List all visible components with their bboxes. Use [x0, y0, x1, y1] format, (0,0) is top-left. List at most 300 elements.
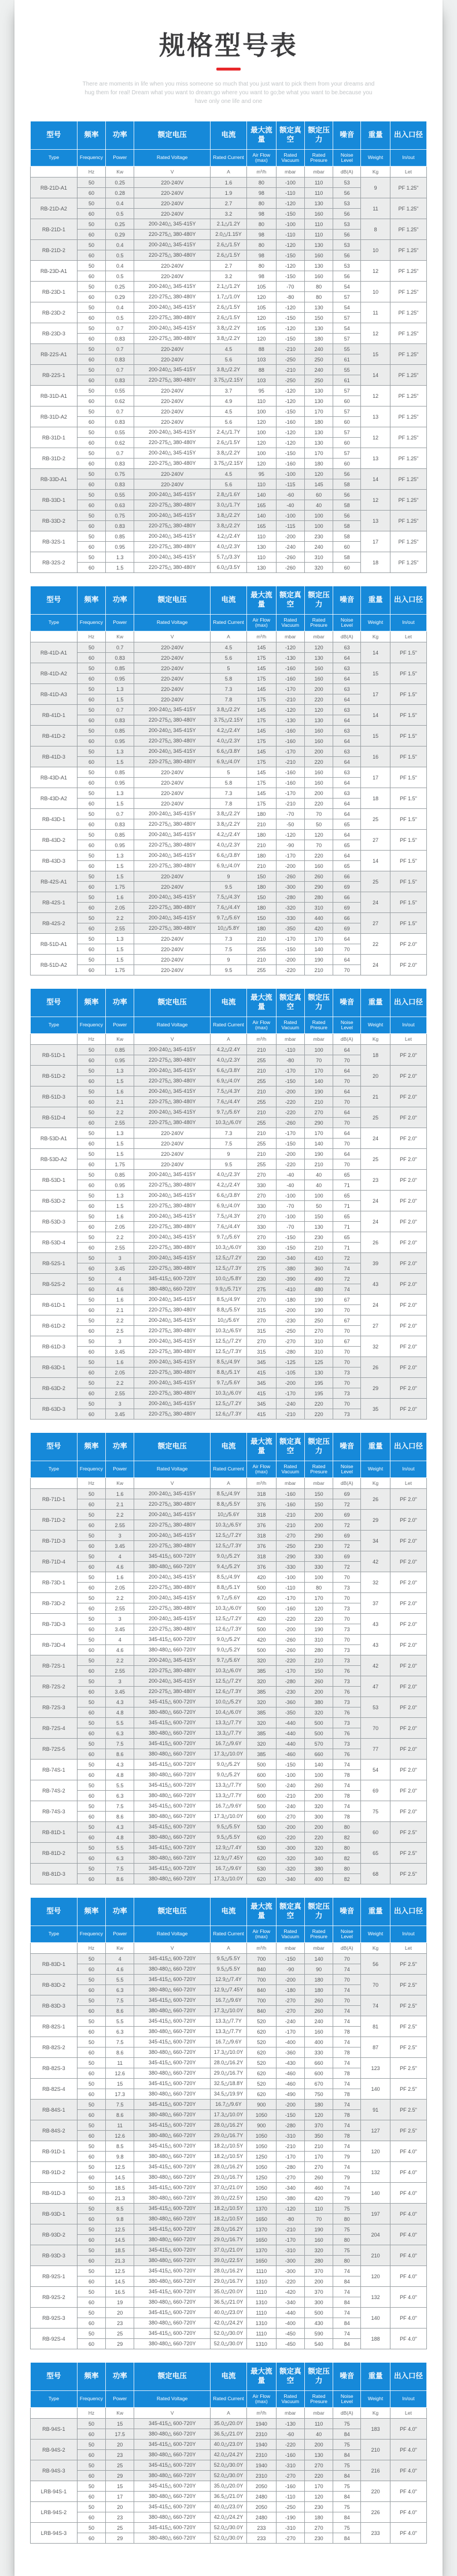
cell-weight: 24 [361, 1295, 390, 1315]
cell-current: 17.3△/10.0Y [210, 2110, 246, 2120]
cell-noise: 79 [333, 2152, 361, 2162]
cell-power: 29 [106, 2533, 134, 2544]
col-header-vacuum: 额定真空 [276, 1433, 304, 1461]
cell-frequency: 50 [77, 2141, 105, 2152]
cell-voltage: 345-415△ 600-720Y [134, 1697, 211, 1708]
col-subheader-power: Power [106, 1017, 134, 1034]
cell-noise: 66 [333, 871, 361, 882]
cell-frequency: 60 [77, 965, 105, 975]
cell-port: PF 1.25" [390, 365, 426, 386]
cell-airflow: 1050 [246, 2141, 276, 2152]
cell-vacuum: -90 [276, 840, 304, 851]
cell-noise: 70 [333, 1076, 361, 1086]
model-name: RB-73D-4 [31, 1635, 78, 1655]
cell-vacuum: -40 [276, 1180, 304, 1191]
cell-frequency: 60 [77, 1645, 105, 1655]
cell-weight: 24 [361, 1128, 390, 1149]
cell-vacuum: -210 [276, 344, 304, 354]
model-name: RB-32S-2 [31, 552, 78, 573]
model-name: RB-63D-3 [31, 1399, 78, 1420]
cell-noise: 70 [333, 1097, 361, 1107]
cell-power: 23 [106, 2512, 134, 2523]
cell-vacuum: -200 [276, 531, 304, 542]
cell-frequency: 60 [77, 250, 105, 261]
cell-vacuum: -300 [276, 2256, 304, 2266]
cell-airflow: 500 [246, 1760, 276, 1770]
cell-vacuum: -170 [276, 746, 304, 757]
col-unit-noise: dB(A) [333, 631, 361, 642]
cell-power: 8.5 [106, 2141, 134, 2152]
cell-pressure: 210 [304, 965, 333, 975]
spec-row-RB-22S-1-50hz [31, 365, 427, 375]
cell-noise: 69 [333, 1510, 361, 1520]
cell-pressure: 210 [304, 1097, 333, 1107]
cell-vacuum: -110 [276, 1583, 304, 1593]
cell-noise: 84 [333, 2471, 361, 2481]
cell-current: 7.3 [210, 934, 246, 944]
cell-current: 2.7 [210, 261, 246, 271]
cell-pressure: 280 [304, 892, 333, 903]
col-unit-port: Let [390, 1034, 426, 1045]
cell-voltage: 220-275△ 380-480Y [134, 1541, 211, 1551]
spec-row-RB-41D-1-50hz [31, 705, 427, 715]
cell-pressure: 260 [304, 1995, 333, 2006]
spec-row-RB-92S-1-50hz [31, 2266, 427, 2276]
cell-frequency: 50 [77, 1697, 105, 1708]
cell-pressure: 210 [304, 2141, 333, 2152]
cell-port: PF 2.0" [390, 1170, 426, 1191]
cell-pressure: 180 [304, 1975, 333, 1985]
cell-frequency: 50 [77, 2162, 105, 2172]
cell-power: 3.45 [106, 1624, 134, 1635]
spec-row-RB-82S-1-50hz [31, 2016, 427, 2027]
cell-noise: 64 [333, 1086, 361, 1097]
cell-pressure: 230 [304, 531, 333, 542]
cell-port: PF 1.25" [390, 178, 426, 198]
cell-voltage: 200-240△ 345-415Y [134, 511, 211, 521]
cell-noise: 67 [333, 1336, 361, 1347]
cell-weight: 14 [361, 851, 390, 871]
col-unit-noise: dB(A) [333, 1478, 361, 1489]
cell-power: 1.3 [106, 934, 134, 944]
cell-power: 6.3 [106, 2027, 134, 2037]
col-subheader-voltage: Rated Voltage [134, 1926, 211, 1943]
cell-vacuum: -400 [276, 2318, 304, 2329]
cell-current: 3.2 [210, 209, 246, 219]
cell-airflow: 255 [246, 1159, 276, 1170]
spec-row-RB-23D-2-50hz [31, 302, 427, 313]
cell-port: PF 2.0" [390, 1357, 426, 1378]
cell-port: PF 2.0" [390, 1211, 426, 1232]
cell-power: 2.05 [106, 903, 134, 913]
cell-noise: 70 [333, 1118, 361, 1128]
cell-vacuum: -190 [276, 2512, 304, 2523]
cell-noise: 56 [333, 209, 361, 219]
cell-current: 13.3△/7.7Y [210, 2027, 246, 2037]
spec-row-RB-41D-2-50hz [31, 726, 427, 736]
cell-voltage: 345-415△ 600-720Y [134, 2016, 211, 2027]
model-name: RB-52S-1 [31, 1253, 78, 1274]
cell-vacuum: -340 [276, 1253, 304, 1263]
cell-frequency: 50 [77, 1211, 105, 1222]
cell-voltage: 200-240△ 345-415Y [134, 705, 211, 715]
cell-pressure: 250 [304, 375, 333, 386]
cell-voltage: 200-240△ 345-415Y [134, 1510, 211, 1520]
cell-pressure: 70 [304, 2214, 333, 2224]
cell-voltage: 345-415△ 600-720Y [134, 2204, 211, 2214]
cell-frequency: 50 [77, 851, 105, 861]
cell-frequency: 50 [77, 1149, 105, 1159]
model-name: RB-83D-2 [31, 1975, 78, 1995]
col-subheader-vacuum: Rated Vacuum [276, 150, 304, 167]
cell-voltage: 220-275△ 380-480Y [134, 1076, 211, 1086]
cell-port: PF 4.0" [390, 2419, 426, 2440]
cell-voltage: 220-240V [134, 882, 211, 892]
cell-airflow: 233 [246, 2523, 276, 2533]
cell-power: 11 [106, 2120, 134, 2131]
cell-pressure: 140 [304, 1760, 333, 1770]
cell-pressure: 50 [304, 819, 333, 830]
cell-current: 9.7△/5.6Y [210, 1593, 246, 1603]
cell-noise: 64 [333, 1149, 361, 1159]
cell-port: PF 4.0" [390, 2245, 426, 2266]
cell-voltage: 345-415△ 600-720Y [134, 1822, 211, 1832]
cell-vacuum: -490 [276, 2089, 304, 2100]
cell-current: 3.75△/2.15Y [210, 375, 246, 386]
cell-noise: 54 [333, 282, 361, 292]
spec-row-RB-92S-4-50hz [31, 2329, 427, 2339]
model-name: RB-41D-2 [31, 726, 78, 746]
col-subheader-voltage: Rated Voltage [134, 150, 211, 167]
cell-airflow: 120 [246, 459, 276, 469]
col-subheader-pressure: Rated Presure [304, 1017, 333, 1034]
cell-vacuum: -150 [276, 448, 304, 459]
cell-power: 18.5 [106, 2245, 134, 2256]
cell-vacuum: -310 [276, 2245, 304, 2256]
cell-frequency: 60 [77, 1222, 105, 1232]
cell-port: PF 4.0" [390, 2308, 426, 2329]
cell-current: 12.5△/7.2Y [210, 1253, 246, 1263]
cell-airflow: 145 [246, 642, 276, 653]
cell-pressure: 220 [304, 757, 333, 767]
cell-power: 0.25 [106, 178, 134, 188]
cell-voltage: 200-240△ 345-415Y [134, 1614, 211, 1624]
cell-current: 12.5△/7.3Y [210, 1347, 246, 1357]
cell-current: 16.7△/9.6Y [210, 2037, 246, 2048]
cell-voltage: 220-275△ 380-480Y [134, 1263, 211, 1274]
cell-port: PF 4.0" [390, 2162, 426, 2183]
cell-current: 34.5△/19.9Y [210, 2089, 246, 2100]
cell-current: 7.8 [210, 799, 246, 809]
cell-port: PF 1.25" [390, 406, 426, 427]
cell-frequency: 50 [77, 2204, 105, 2214]
cell-noise: 67 [333, 1315, 361, 1326]
cell-current: 42.0△/24.2Y [210, 2450, 246, 2460]
cell-power: 4.6 [106, 1645, 134, 1655]
cell-current: 2.0△/1.15Y [210, 230, 246, 240]
cell-noise: 70 [333, 1995, 361, 2006]
cell-noise: 74 [333, 1985, 361, 1995]
model-name: RB-83D-3 [31, 1995, 78, 2016]
model-name: RB-94S-2 [31, 2440, 78, 2460]
col-subheader-type: Type [31, 1017, 78, 1034]
cell-vacuum: -150 [276, 250, 304, 261]
cell-vacuum: -120 [276, 302, 304, 313]
cell-voltage: 380-480△ 660-720Y [134, 1562, 211, 1572]
cell-noise: 72 [333, 1253, 361, 1263]
cell-vacuum: -200 [276, 2100, 304, 2110]
col-unit-weight: Kg [361, 167, 390, 178]
cell-noise: 73 [333, 1655, 361, 1666]
cell-current: 8.8△/5.1Y [210, 1583, 246, 1593]
cell-vacuum: -310 [276, 2523, 304, 2533]
cell-vacuum: -100 [276, 1770, 304, 1780]
cell-vacuum: -230 [276, 1687, 304, 1697]
cell-voltage: 200-240△ 345-415Y [134, 746, 211, 757]
cell-pressure: 100 [304, 1572, 333, 1583]
cell-current: 4.0△/2.3Y [210, 736, 246, 746]
col-subheader-port: In/out [390, 1926, 426, 1943]
cell-pressure: 130 [304, 386, 333, 396]
cell-noise: 58 [333, 479, 361, 490]
model-name: RB-92S-3 [31, 2308, 78, 2329]
cell-pressure: 70 [304, 840, 333, 851]
cell-vacuum: -200 [276, 1975, 304, 1985]
cell-pressure: 110 [304, 178, 333, 188]
cell-vacuum: -360 [276, 1697, 304, 1708]
model-name: RB-73D-3 [31, 1614, 78, 1635]
cell-power: 0.5 [106, 313, 134, 323]
cell-current: 9.0△/5.2Y [210, 1551, 246, 1562]
spec-row-RB-72S-2-50hz [31, 1676, 427, 1687]
cell-pressure: 220 [304, 1832, 333, 1843]
cell-frequency: 60 [77, 1347, 105, 1357]
cell-voltage: 200-240△ 345-415Y [134, 726, 211, 736]
col-subheader-type: Type [31, 615, 78, 631]
cell-weight: 27 [361, 1315, 390, 1336]
cell-noise: 61 [333, 354, 361, 365]
cell-current: 9.0△/5.2Y [210, 1635, 246, 1645]
cell-airflow: 2050 [246, 2502, 276, 2512]
cell-frequency: 50 [77, 955, 105, 965]
cell-current: 7.5△/4.3Y [210, 1086, 246, 1097]
cell-power: 1.5 [106, 861, 134, 871]
col-header-pressure: 额定压力 [304, 2363, 333, 2391]
cell-vacuum: -160 [276, 2481, 304, 2492]
cell-power: 12.6 [106, 2068, 134, 2079]
cell-weight: 26 [361, 1489, 390, 1510]
cell-pressure: 370 [304, 2120, 333, 2131]
spec-row-RB-31D-2-50hz [31, 448, 427, 459]
cell-voltage: 200-240△ 345-415Y [134, 1295, 211, 1305]
cell-power: 0.4 [106, 261, 134, 271]
col-subheader-power: Power [106, 2391, 134, 2408]
cell-frequency: 50 [77, 1315, 105, 1326]
cell-port: PF 2.0" [390, 1315, 426, 1336]
cell-voltage: 200-240△ 345-415Y [134, 1593, 211, 1603]
cell-port: PF 2.5" [390, 1954, 426, 1975]
col-subheader-current: Rated Current [210, 1926, 246, 1943]
cell-vacuum: -60 [276, 2429, 304, 2440]
cell-voltage: 220-275△ 380-480Y [134, 521, 211, 531]
cell-pressure: 130 [304, 2450, 333, 2460]
cell-current: 35.0△/20.0Y [210, 2287, 246, 2297]
cell-port: PF 2.5" [390, 1975, 426, 1995]
cell-frequency: 50 [77, 2079, 105, 2089]
cell-power: 15 [106, 2079, 134, 2089]
cell-weight: 210 [361, 2440, 390, 2460]
col-header-pressure: 额定压力 [304, 1898, 333, 1926]
cell-voltage: 380-480△ 660-720Y [134, 2492, 211, 2502]
model-name: LRB-94S-1 [31, 2481, 78, 2502]
cell-voltage: 220-240V [134, 788, 211, 799]
cell-current: 12.5△/7.2Y [210, 1399, 246, 1409]
cell-port: PF 2.5" [390, 1864, 426, 1884]
cell-noise: 74 [333, 1801, 361, 1812]
cell-power: 5.5 [106, 1718, 134, 1728]
cell-noise: 57 [333, 313, 361, 323]
cell-vacuum: -120 [276, 386, 304, 396]
cell-voltage: 380-480△ 660-720Y [134, 1284, 211, 1295]
col-subheader-pressure: Rated Presure [304, 150, 333, 167]
cell-weight: 140 [361, 2183, 390, 2204]
col-unit-type [31, 1478, 78, 1489]
cell-frequency: 60 [77, 1409, 105, 1420]
cell-airflow: 100 [246, 448, 276, 459]
cell-power: 0.85 [106, 830, 134, 840]
cell-vacuum: -440 [276, 2308, 304, 2318]
cell-weight: 140 [361, 2079, 390, 2100]
cell-voltage: 380-480△ 660-720Y [134, 1832, 211, 1843]
spec-row-RB-83D-3-50hz [31, 1995, 427, 2006]
cell-noise: 66 [333, 913, 361, 923]
cell-current: 36.5△/21.0Y [210, 2297, 246, 2308]
cell-port: PF 2.0" [390, 1191, 426, 1211]
cell-power: 1.3 [106, 851, 134, 861]
cell-airflow: 150 [246, 871, 276, 882]
col-subheader-voltage: Rated Voltage [134, 2391, 211, 2408]
cell-power: 15 [106, 2419, 134, 2429]
cell-noise: 53 [333, 198, 361, 209]
cell-pressure: 60 [304, 490, 333, 500]
cell-current: 10.3△/6.0Y [210, 1118, 246, 1128]
cell-vacuum: -100 [276, 469, 304, 479]
col-header-weight: 重量 [361, 121, 390, 150]
cell-noise: 64 [333, 955, 361, 965]
col-unit-type [31, 1943, 78, 1954]
cell-current: 9.7△/5.6Y [210, 913, 246, 923]
col-header-vacuum: 额定真空 [276, 1898, 304, 1926]
cell-airflow: 210 [246, 934, 276, 944]
cell-pressure: 260 [304, 1780, 333, 1791]
cell-voltage: 220-240V [134, 1139, 211, 1149]
col-subheader-weight: Weight [361, 1461, 390, 1478]
cell-vacuum: -170 [276, 934, 304, 944]
cell-voltage: 380-480△ 660-720Y [134, 1874, 211, 1884]
cell-power: 4.3 [106, 1760, 134, 1770]
cell-vacuum: -80 [276, 2214, 304, 2224]
col-header-power: 功率 [106, 1433, 134, 1461]
cell-current: 10.3△/6.0Y [210, 1388, 246, 1399]
cell-power: 2.2 [106, 1655, 134, 1666]
spec-row-RB-21D-A1-50hz [31, 178, 427, 188]
cell-airflow: 530 [246, 1864, 276, 1874]
col-header-port: 出入口径 [390, 1898, 426, 1926]
cell-current: 9.7△/5.6Y [210, 1232, 246, 1243]
cell-vacuum: -270 [276, 1336, 304, 1347]
cell-port: PF 1.25" [390, 511, 426, 531]
cell-pressure: 130 [304, 715, 333, 726]
cell-noise: 78 [333, 1791, 361, 1801]
cell-noise: 75 [333, 2204, 361, 2214]
cell-weight: 68 [361, 1864, 390, 1884]
col-subheader-vacuum: Rated Vacuum [276, 615, 304, 631]
cell-vacuum: -170 [276, 1066, 304, 1076]
cell-frequency: 50 [77, 1128, 105, 1139]
cell-frequency: 60 [77, 354, 105, 365]
spec-row-RB-74S-2-50hz [31, 1780, 427, 1791]
cell-power: 8.6 [106, 1812, 134, 1822]
cell-noise: 80 [333, 1864, 361, 1874]
cell-current: 7.3 [210, 684, 246, 694]
cell-voltage: 220-275△ 380-480Y [134, 292, 211, 302]
cell-noise: 78 [333, 2131, 361, 2141]
cell-airflow: 2480 [246, 2492, 276, 2502]
cell-power: 7.5 [106, 1739, 134, 1749]
col-unit-pressure: mbar [304, 1943, 333, 1954]
cell-pressure: 180 [304, 1985, 333, 1995]
cell-voltage: 380-480△ 660-720Y [134, 1770, 211, 1780]
cell-vacuum: -280 [276, 2162, 304, 2172]
cell-airflow: 500 [246, 1801, 276, 1812]
cell-power: 2.55 [106, 1118, 134, 1128]
cell-vacuum: -230 [276, 1315, 304, 1326]
cell-vacuum: -120 [276, 830, 304, 840]
cell-airflow: 1650 [246, 2235, 276, 2245]
cell-airflow: 275 [246, 1284, 276, 1295]
cell-current: 2.7 [210, 198, 246, 209]
cell-weight: 15 [361, 344, 390, 365]
cell-noise: 63 [333, 705, 361, 715]
cell-current: 10.0△/5.8Y [210, 1274, 246, 1284]
cell-pressure: 660 [304, 2058, 333, 2068]
col-subheader-power: Power [106, 150, 134, 167]
cell-frequency: 50 [77, 1954, 105, 1964]
spec-row-RB-33D-2-50hz [31, 511, 427, 521]
cell-current: 3.8△/2.2Y [210, 521, 246, 531]
cell-power: 0.95 [106, 542, 134, 552]
cell-frequency: 60 [77, 375, 105, 386]
cell-noise: 70 [333, 1593, 361, 1603]
cell-vacuum: -170 [276, 1666, 304, 1676]
cell-voltage: 200-240△ 345-415Y [134, 913, 211, 923]
col-header-pressure: 额定压力 [304, 989, 333, 1017]
spec-row-RB-43D-2-50hz [31, 830, 427, 840]
cell-weight: 220 [361, 2481, 390, 2502]
cell-port: PF 2.5" [390, 2100, 426, 2120]
col-unit-frequency: Hz [77, 631, 105, 642]
cell-frequency: 60 [77, 1368, 105, 1378]
cell-airflow: 420 [246, 1593, 276, 1603]
cell-voltage: 220-275△ 380-480Y [134, 459, 211, 469]
cell-airflow: 520 [246, 2016, 276, 2027]
cell-current: 3.8△/2.2Y [210, 809, 246, 819]
model-name: RB-41D-A3 [31, 684, 78, 705]
model-name: RB-53D-1 [31, 1170, 78, 1191]
cell-port: PF 1.25" [390, 240, 426, 261]
spec-row-RB-33D-1-50hz [31, 490, 427, 500]
col-header-airflow: 最大流量 [246, 989, 276, 1017]
